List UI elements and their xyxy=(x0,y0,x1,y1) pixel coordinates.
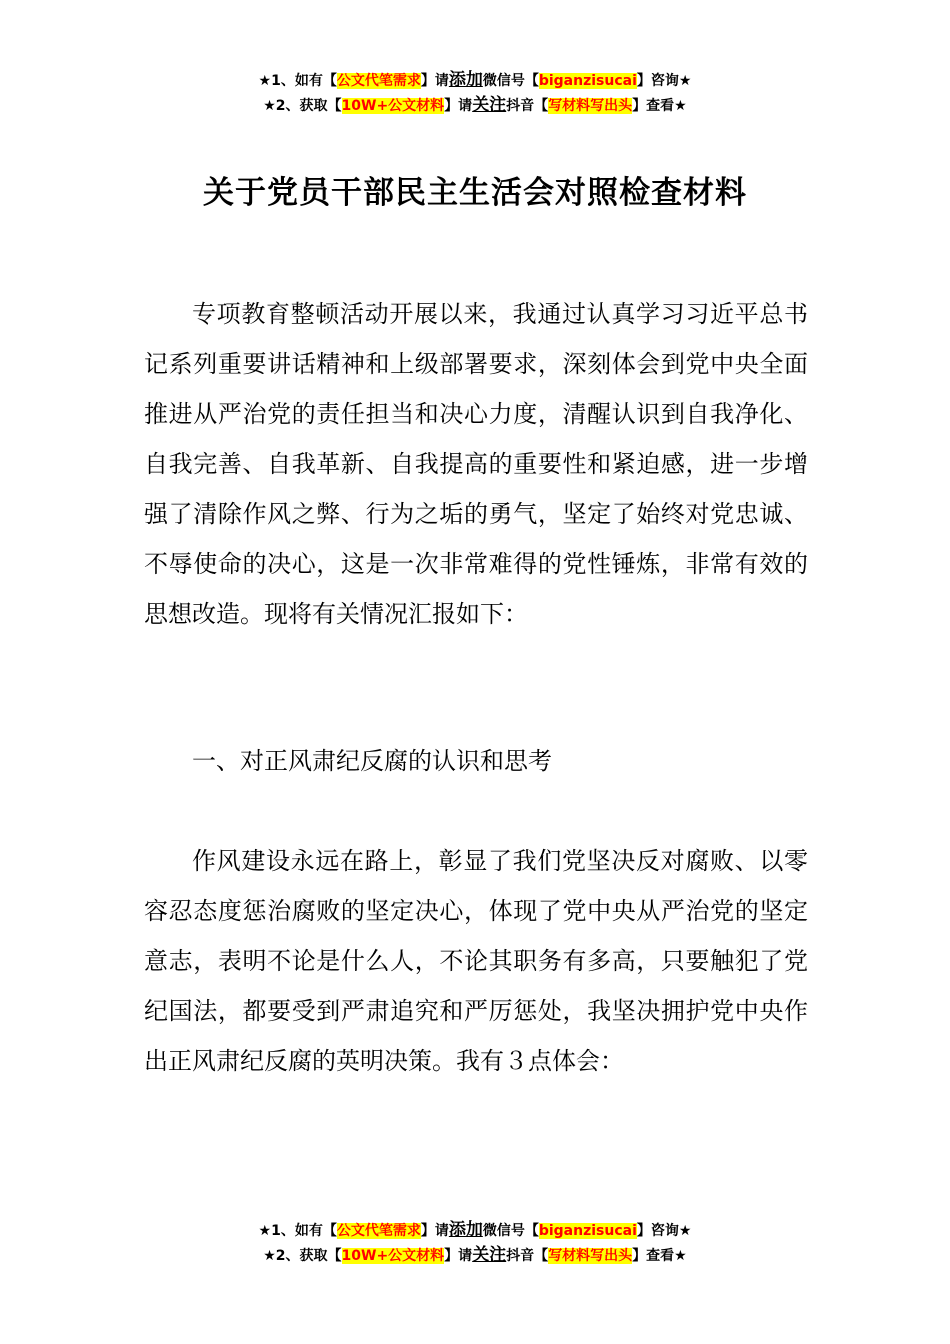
banner-line-2 xyxy=(0,1243,950,1268)
banner-highlight: 10W+公文材料 xyxy=(341,1248,445,1264)
banner-text: ★2、获取【 xyxy=(263,1248,342,1264)
document-body xyxy=(144,0,808,1344)
banner-text: 】查看★ xyxy=(632,1248,687,1264)
banner-text: 抖音【 xyxy=(506,98,549,114)
banner-text: 】请 xyxy=(444,1248,473,1264)
banner-highlight: biganzisucai xyxy=(538,1223,637,1239)
banner-line-1 xyxy=(0,1218,950,1243)
banner-highlight: 公文代笔需求 xyxy=(336,73,421,89)
banner-text: 微信号【 xyxy=(482,73,539,89)
banner-highlight: 写材料写出头 xyxy=(548,98,633,114)
banner-highlight: biganzisucai xyxy=(538,73,637,89)
body-paragraph: 作风建设永远在路上，彰显了我们党坚决反对腐败、以零容忍态度惩治腐败的坚定决心，体现了党中央从严治党的坚定意志，表明不论是什么人，不论其职务有多高，只要触犯了党纪国法，都要受到严肃追究和严厉惩处，我坚决拥护党中央作出正风肃纪反腐的英明决策。我有３点体会： xyxy=(144,847,808,1075)
banner-text: 】请 xyxy=(420,1223,449,1239)
banner-highlight: 写材料写出头 xyxy=(548,1248,633,1264)
banner-emphasis: 添加 xyxy=(448,1220,483,1240)
banner-text: 】咨询★ xyxy=(636,73,692,89)
banner-emphasis: 添加 xyxy=(448,70,483,90)
banner-text: ★1、如有【 xyxy=(258,1223,337,1239)
banner-text: 】请 xyxy=(444,98,473,114)
footer-banner xyxy=(0,1218,950,1268)
banner-emphasis: 关注 xyxy=(472,95,507,115)
document-title: 关于党员干部民主生活会对照检查材料 xyxy=(203,174,747,211)
banner-text: ★2、获取【 xyxy=(263,98,342,114)
banner-text: 微信号【 xyxy=(482,1223,539,1239)
section-heading: 一、对正风肃纪反腐的认识和思考 xyxy=(192,747,552,775)
banner-text: 】咨询★ xyxy=(636,1223,692,1239)
banner-text: 】请 xyxy=(420,73,449,89)
banner-highlight: 公文代笔需求 xyxy=(336,1223,421,1239)
banner-text: 抖音【 xyxy=(506,1248,549,1264)
banner-highlight: 10W+公文材料 xyxy=(341,98,445,114)
banner-text: 】查看★ xyxy=(632,98,687,114)
banner-text: ★1、如有【 xyxy=(258,73,337,89)
banner-emphasis: 关注 xyxy=(472,1245,507,1265)
body-paragraph: 专项教育整顿活动开展以来，我通过认真学习习近平总书记系列重要讲话精神和上级部署要求，深刻体会到党中央全面推进从严治党的责任担当和决心力度，清醒认识到自我净化、自我完善、自我革新、自我提高的重要性和紧迫感，进一步增强了清除作风之弊、行为之垢的勇气，坚定了始终对党忠诚、不辱使命的决心，这是一次非常难得的党性锤炼，非常有效的思想改造。现将有关情况汇报如下： xyxy=(144,300,808,628)
